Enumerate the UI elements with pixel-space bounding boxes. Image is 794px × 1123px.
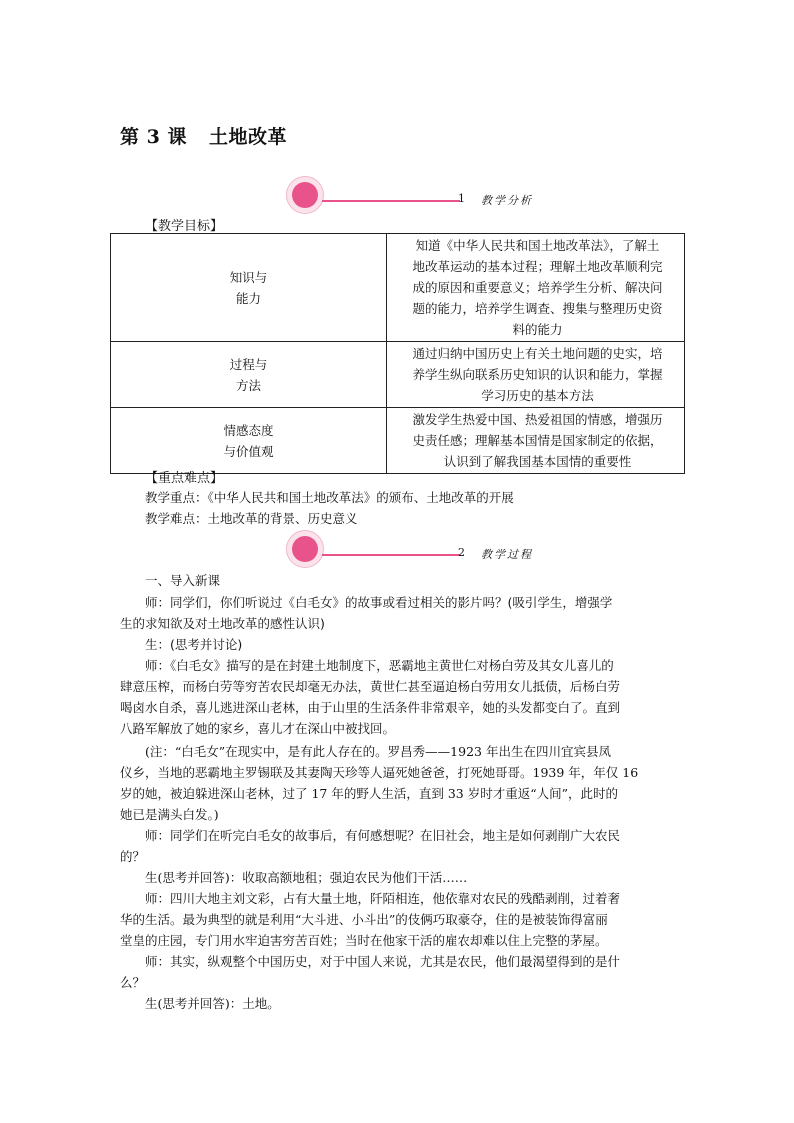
- section-number: 1: [458, 192, 465, 205]
- goal-value-cell: 激发学生热爱中国、热爱祖国的情感，增强历 史责任感；理解基本国情是国家制定的依据， 认识到了解我国基本国情的重要性: [387, 408, 685, 474]
- goal-value-cell: 通过归纳中国历史上有关土地问题的史实，培 养学生纵向联系历史知识的认识和能力，掌握 学习历史的基本方法: [387, 342, 685, 408]
- section-label: 教学过程: [481, 548, 533, 561]
- paragraph: 师：四川大地主刘文彩，占有大量土地，阡陌相连，他依靠对农民的残酷剥削，过着奢 华的生活。最为典型的就是利用“大斗进、小斗出”的伎俩巧取豪夺，住的是被装饰得富丽 堂皇的庄园，专门用水牢迫害穷苦百姓；当时在他家干活的雇农却难以住上完整的茅屋。: [120, 891, 621, 948]
- section-banner-analysis: [286, 176, 576, 216]
- goal-key-cell: 知识与 能力: [111, 234, 387, 342]
- paragraph: 生：(思考并讨论): [145, 637, 243, 652]
- keypoints-heading: 【重点难点】: [145, 471, 224, 486]
- lesson-name: 土地改革: [208, 126, 287, 148]
- intro-heading: 一、导入新课: [145, 573, 221, 588]
- paragraph: 师：《白毛女》描写的是在封建土地制度下，恶霸地主黄世仁对杨白劳及其女儿喜儿的 肆意压榨，而杨白劳等穷苦农民却毫无办法，黄世仁甚至逼迫杨白劳用女儿抵债，后杨白劳 喝卤水自杀，喜儿逃进深山老林，由于山里的生活条件非常艰辛，她的头发都变白了。直到 八路军解放了她的家乡，喜儿才在深山中被找回。: [120, 658, 621, 736]
- goals-heading: 【教学目标】: [145, 219, 224, 234]
- teaching-goals-table: [110, 233, 685, 474]
- banner-circle-icon: [286, 530, 324, 568]
- paragraph: 师：同学们在听完白毛女的故事后，有何感想呢？在旧社会，地主是如何剥削广大农民 的？: [120, 828, 621, 864]
- lesson-title: [120, 122, 287, 149]
- key-focus: 教学重点：《中华人民共和国土地改革法》的颁布、土地改革的开展: [145, 490, 514, 505]
- paragraph: 师：同学们，你们听说过《白毛女》的故事或看过相关的影片吗？(吸引学生，增强学 生的求知欲及对土地改革的感性认识): [120, 595, 613, 631]
- paragraph: 生(思考并回答)：土地。: [145, 996, 280, 1011]
- goal-value-cell: 知道《中华人民共和国土地改革法》，了解土 地改革运动的基本过程；理解土地改革顺利完 成的原因和重要意义；培养学生分析、解决问 题的能力，培养学生调查、搜集与整理历史资 料的能力: [387, 234, 685, 342]
- banner-circle-icon: [286, 176, 324, 214]
- table-row: [111, 342, 685, 408]
- goal-key-cell: 过程与 方法: [111, 342, 387, 408]
- paragraph: 师：其实，纵观整个中国历史，对于中国人来说，尤其是农民，他们最渴望得到的是什 么？: [120, 954, 621, 990]
- paragraph: 生(思考并回答)：收取高额地租；强迫农民为他们干活……: [145, 870, 468, 885]
- section-number: 2: [458, 546, 465, 559]
- key-difficulty: 教学难点：土地改革的背景、历史意义: [145, 511, 358, 526]
- table-row: [111, 408, 685, 474]
- table-row: [111, 234, 685, 342]
- paragraph-note: (注：“白毛女”在现实中，是有此人存在的。罗昌秀——1923 年出生在四川宜宾县凤 仪乡，当地的恶霸地主罗锡联及其妻陶天珍等人逼死她爸爸，打死她哥哥。1939 年，年仅 16 岁的她，被迫躲进深山老林，过了 17 年的野人生活，直到 33 岁时才重返“人间”，此时的 她已是满头白发。): [120, 744, 639, 822]
- lesson-number: 第 3 课: [120, 126, 187, 148]
- section-label: 教学分析: [481, 194, 533, 207]
- section-banner-process: [286, 530, 576, 570]
- goal-key-cell: 情感态度 与价值观: [111, 408, 387, 474]
